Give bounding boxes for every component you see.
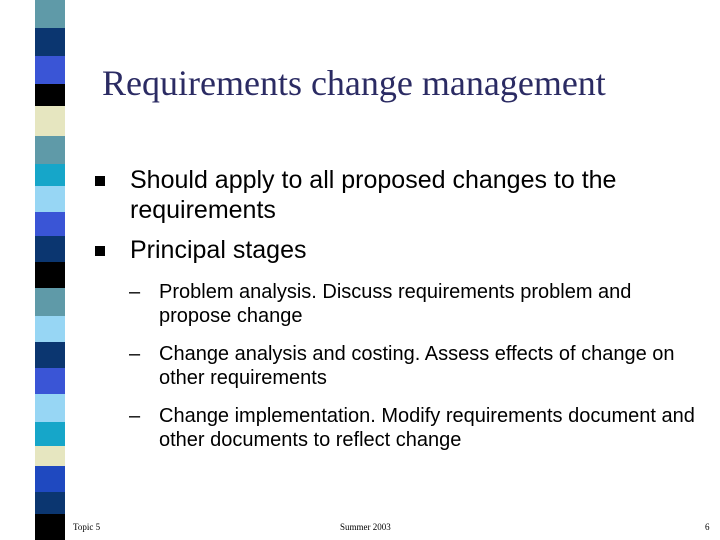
sub-bullet-item: [129, 342, 699, 390]
sub-bullet-item: [129, 280, 699, 328]
dash-marker: –: [129, 281, 141, 303]
sub-bullet-text: Change analysis and costing. Assess effects of change on other requirements: [159, 343, 675, 389]
footer-center: Summer 2003: [340, 522, 391, 532]
decorative-color-stripe: [0, 0, 66, 540]
dash-marker: –: [129, 405, 141, 427]
bullet-item: [130, 165, 690, 225]
slide-title: Requirements change management: [102, 63, 606, 103]
bullet-text: Principal stages: [130, 236, 307, 264]
page-number: 6: [705, 522, 710, 532]
sub-bullet-item: [129, 404, 699, 452]
square-bullet-icon: [95, 176, 105, 186]
bullet-item: [130, 235, 690, 265]
bullet-text: Should apply to all proposed changes to the requirements: [130, 166, 617, 224]
dash-marker: –: [129, 343, 141, 365]
footer-left: Topic 5: [73, 522, 101, 532]
sub-bullet-text: Problem analysis. Discuss requirements problem and propose change: [159, 281, 632, 327]
sub-bullet-text: Change implementation. Modify requirements document and other documents to reflect change: [159, 405, 695, 451]
square-bullet-icon: [95, 246, 105, 256]
